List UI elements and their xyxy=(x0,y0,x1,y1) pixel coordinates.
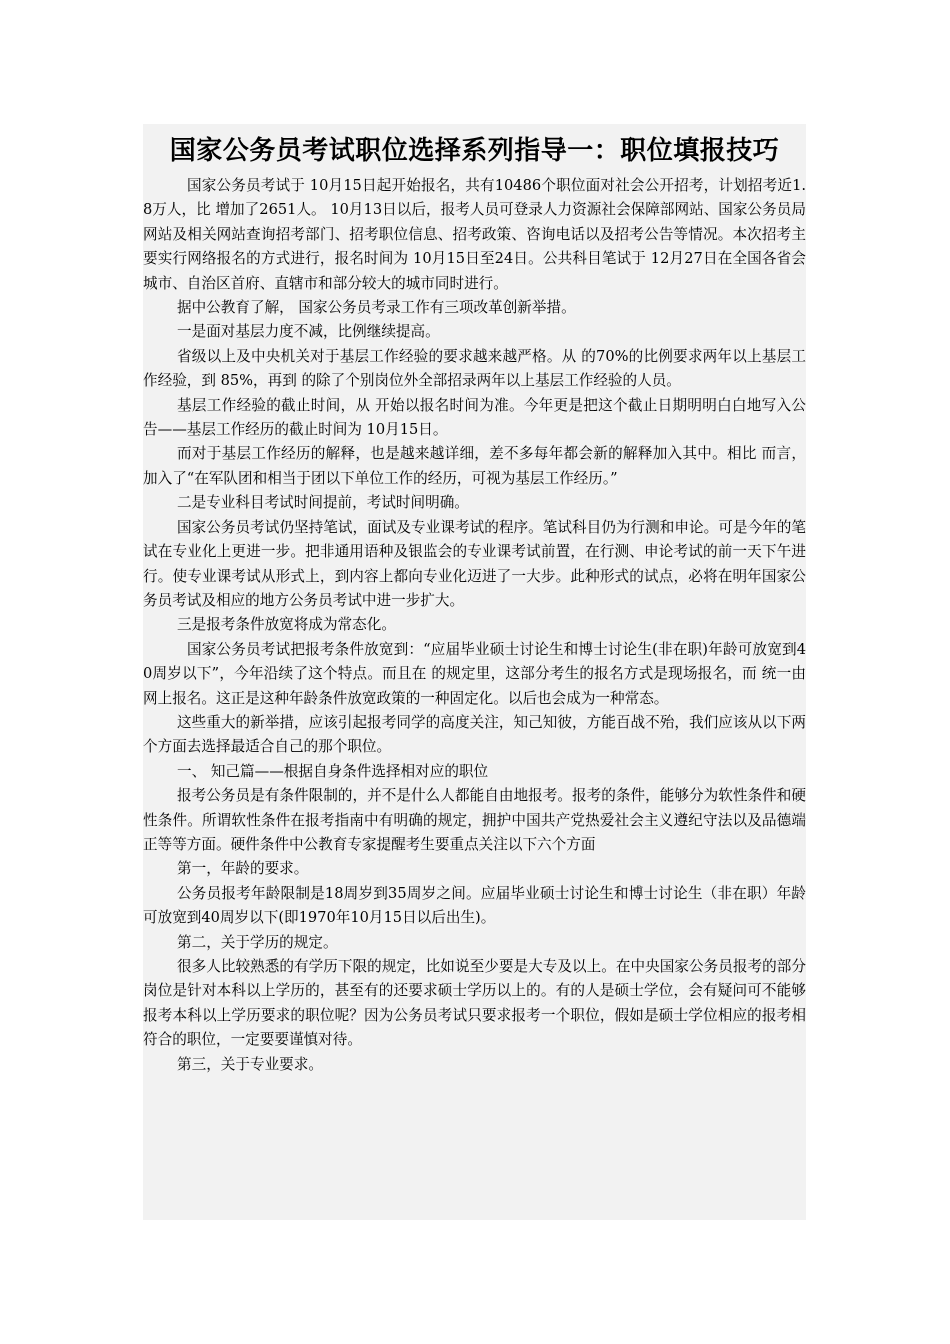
paragraph: 基层工作经验的截止时间，从 开始以报名时间为准。今年更是把这个截止日期明明白白地写入公告——基层工作经历的截止时间为 10月15日。 xyxy=(143,396,806,439)
paragraph: 国家公务员考试于 10月15日起开始报名，共有10486个职位面对社会公开招考，计划招考近1.8万人，比 增加了2651人。 10月13日以后，报考人员可登录人力资源社会保障部网站、国家公务员局网站及相关网站查询招考部门、招考职位信息、招考政策、咨询电话以及招考公告等情况。本次招考主要实行网络报名的方式进行，报名时间为 10月15日至24日。公共科目笔试于 12月27日在全国各省会城市、自治区首府、直辖市和部分较大的城市同时进行。 xyxy=(143,177,806,292)
subsection-heading: 第二，关于学历的规定。 xyxy=(177,933,338,951)
paragraph: 一是面对基层力度不减，比例继续提高。 xyxy=(177,323,440,341)
subsection-heading: 第三，关于专业要求。 xyxy=(177,1055,323,1073)
paragraph: 国家公务员考试把报考条件放宽到：“应届毕业硕士讨论生和博士讨论生(非在职)年龄可放宽到40周岁以下”，今年沿续了这个特点。而且在 的规定里，这部分考生的报名方式是现场报名，而 统一由网上报名。这正是这种年龄条件放宽政策的一种固定化。以后也会成为一种常态。 xyxy=(143,640,806,707)
paragraph: 这些重大的新举措，应该引起报考同学的高度关注，知己知彼，方能百战不殆，我们应该从以下两个方面去选择最适合自己的那个职位。 xyxy=(143,713,806,756)
paragraph: 很多人比较熟悉的有学历下限的规定，比如说至少要是大专及以上。在中央国家公务员报考的部分岗位是针对本科以上学历的，甚至有的还要求硕士学历以上的。有的人是硕士学位，会有疑问可不能够报考本科以上学历要求的职位呢？因为公务员考试只要求报考一个职位，假如是硕士学位相应的报考相符合的职位，一定要要谨慎对待。 xyxy=(143,958,806,1049)
paragraph: 公务员报考年龄限制是18周岁到35周岁之间。应届毕业硕士讨论生和博士讨论生（非在职）年龄可放宽到40周岁以下(即1970年10月15日以后出生)。 xyxy=(143,884,806,927)
paragraph: 国家公务员考试仍坚持笔试，面试及专业课考试的程序。笔试科目仍为行测和申论。可是今年的笔试在专业化上更进一步。把非通用语种及银监会的专业课考试前置，在行测、申论考试的前一天下午进行。使专业课考试从形式上，到内容上都向专业化迈进了一大步。此种形式的试点，必将在明年国家公务员考试及相应的地方公务员考试中进一步扩大。 xyxy=(143,518,806,609)
document-title: 国家公务员考试职位选择系列指导一：职位填报技巧 xyxy=(169,136,780,166)
paragraph: 报考公务员是有条件限制的，并不是什么人都能自由地报考。报考的条件，能够分为软性条件和硬性条件。所谓软性条件在报考指南中有明确的规定，拥护中国共产党热爱社会主义遵纪守法以及品德端正等等方面。硬件条件中公教育专家提醒考生要重点关注以下六个方面 xyxy=(143,787,806,853)
section-heading: 一、 知己篇——根据自身条件选择相对应的职位 xyxy=(177,762,489,780)
paragraph: 而对于基层工作经历的解释，也是越来越详细，差不多每年都会新的解释加入其中。相比 而言， 加入了“在军队团和相当于团以下单位工作的经历，可视为基层工作经历。” xyxy=(143,445,806,487)
subsection-heading: 第一，年龄的要求。 xyxy=(177,860,309,878)
document-body xyxy=(143,174,806,1077)
paragraph: 据中公教育了解， 国家公务员考录工作有三项改革创新举措。 xyxy=(177,299,576,317)
section-heading: 三是报考条件放宽将成为常态化。 xyxy=(177,616,396,634)
section-heading: 二是专业科目考试时间提前，考试时间明确。 xyxy=(177,494,469,512)
document-page xyxy=(143,124,806,1220)
paragraph: 省级以上及中央机关对于基层工作经验的要求越来越严格。从 的70%的比例要求两年以上基层工作经验，到 85%，再到 的除了个别岗位外全部招录两年以上基层工作经验的人员。 xyxy=(143,347,806,390)
